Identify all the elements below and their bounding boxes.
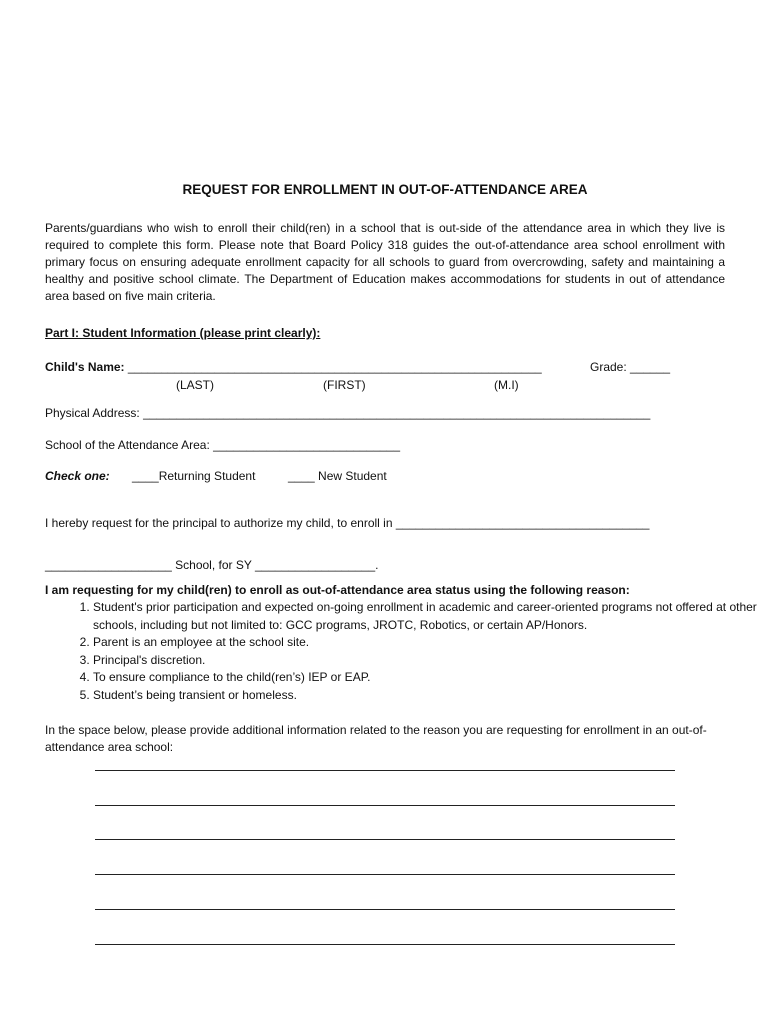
- form-title: REQUEST FOR ENROLLMENT IN OUT-OF-ATTENDANCE AREA: [182, 182, 588, 197]
- additional-info-prompt: In the space below, please provide additional information related to the reason you are requesting for enrollment in an out-of-attendance area school:: [45, 723, 707, 754]
- attendance-school-row: [45, 437, 400, 453]
- address-field[interactable]: ____________________________________________________________________________: [143, 406, 651, 420]
- additional-info-line[interactable]: [95, 944, 675, 945]
- additional-info-line[interactable]: [95, 909, 675, 910]
- first-name-caption: (FIRST): [323, 378, 366, 392]
- requested-school-field[interactable]: ______________________________________: [395, 516, 650, 530]
- reasons-heading: I am requesting for my child(ren) to enroll as out-of-attendance area status using the following reason:: [45, 583, 630, 597]
- additional-info-line[interactable]: [95, 805, 675, 806]
- middle-initial-caption: (M.I): [494, 378, 519, 392]
- address-row: [45, 405, 650, 421]
- attendance-school-field[interactable]: ____________________________: [213, 438, 401, 452]
- reasons-list: [45, 599, 770, 704]
- additional-info-line[interactable]: [95, 839, 675, 840]
- additional-info-line[interactable]: [95, 874, 675, 875]
- check-one-label: Check one:: [45, 469, 110, 483]
- reason-item: 5. Student’s being transient or homeless.: [93, 687, 770, 705]
- attendance-school-label: School of the Attendance Area:: [45, 438, 210, 452]
- school-sy-row: [45, 557, 378, 573]
- reason-item: 4. To ensure compliance to the child(ren’s) IEP or EAP.: [93, 669, 770, 687]
- grade-label: Grade:: [590, 360, 627, 374]
- additional-info-line[interactable]: [95, 770, 675, 771]
- reason-item: 2. Parent is an employee at the school site.: [93, 634, 770, 652]
- child-name-row: [45, 359, 542, 375]
- school-name-field[interactable]: ___________________: [45, 558, 172, 572]
- school-for-sy-text: School, for SY: [175, 558, 252, 572]
- reason-item: 3. Principal's discretion.: [93, 652, 770, 670]
- intro-paragraph: Parents/guardians who wish to enroll their child(ren) in a school that is out-side of the attendance area in which they live is required to complete this form. Please note that Board Policy 318 guides the out-of-attendance area school enrollment with primary focus on ensuring adequate enrollment capacity for all schools to guard from overcrowding, safety and maintaining a healthy and positive school climate. The Department of Education makes accommodations for students in out of attendance area based on five main criteria.: [45, 221, 725, 303]
- request-text: I hereby request for the principal to authorize my child, to enroll in: [45, 516, 393, 530]
- part1-heading: Part I: Student Information (please print clearly):: [45, 326, 321, 340]
- grade-field[interactable]: ______: [630, 360, 671, 374]
- child-name-label: Child's Name:: [45, 360, 125, 374]
- new-student-option[interactable]: ____ New Student: [288, 469, 387, 483]
- school-year-field[interactable]: __________________.: [255, 558, 379, 572]
- address-label: Physical Address:: [45, 406, 140, 420]
- request-row: [45, 515, 649, 531]
- child-name-field[interactable]: ______________________________________________________________: [127, 360, 542, 374]
- reason-item: 1. Student's prior participation and expected on-going enrollment in academic and career-oriented programs not offered at other schools, including but not limited to: GCC programs, JROTC, Robotics, or certain AP/Honors.: [93, 599, 770, 634]
- returning-student-option[interactable]: ____Returning Student: [132, 469, 256, 483]
- grade-row: [590, 359, 670, 375]
- last-name-caption: (LAST): [176, 378, 215, 392]
